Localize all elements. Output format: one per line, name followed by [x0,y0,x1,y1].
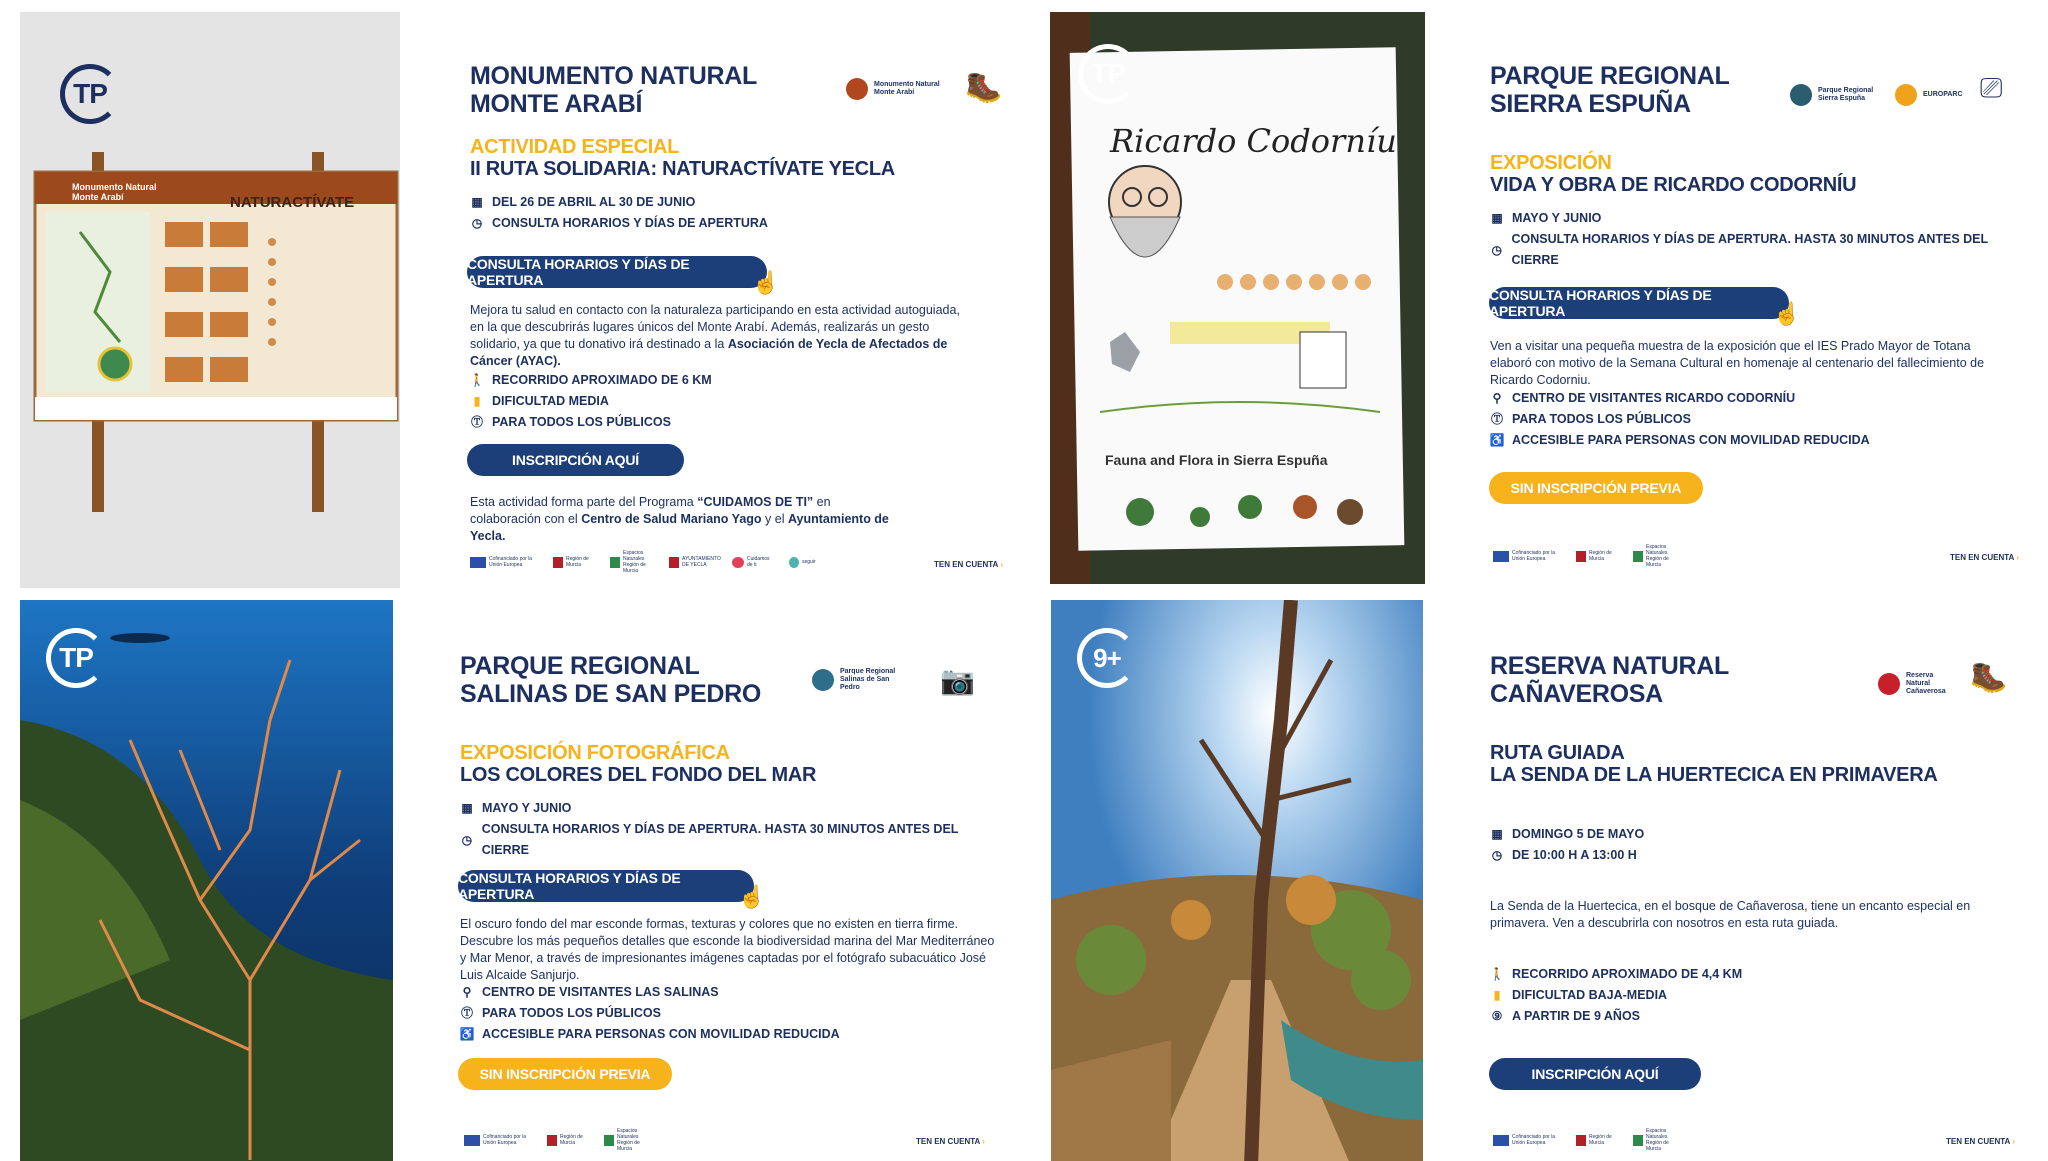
sign-photo [20,12,400,588]
cuidamos-logo: Cuidamos de ti [732,554,775,570]
card-subtitle: LOS COLORES DEL FONDO DEL MAR [460,764,817,786]
salinas-logo-icon [812,669,834,691]
europarc-logo [1895,84,1967,106]
poster-photo [1050,12,1425,584]
chevron-right-icon: › [2012,1137,2015,1146]
footer-logos [1493,544,1678,568]
footer-logos [464,1128,649,1152]
difficulty-icon: ▮ [473,394,481,408]
ten-en-cuenta-link[interactable]: TEN EN CUENTA › [934,560,1003,569]
note-text: en colaboración con el [470,495,831,526]
logo-text: Parque Regional Sierra Espuña [1818,87,1874,102]
note-text: y el [761,512,788,526]
espacios-naturales-logo: Espacios Naturales Región de Murcia [604,1132,649,1148]
note-council: Ayuntamiento de Yecla. [470,512,889,543]
date-text: MAYO Y JUNIO [1512,211,1602,225]
feature-age [1490,1006,1742,1027]
title-line-1: PARQUE REGIONAL [1490,62,1730,90]
feature-text: DIFICULTAD BAJA-MEDIA [1512,988,1668,1002]
logo-text: Monumento Natural Monte Arabí [874,81,940,96]
feature-text: RECORRIDO APROXIMADO DE 6 KM [492,373,712,387]
sign-header [72,182,157,202]
murcia-logo: Región de Murcia [1576,1132,1619,1148]
description-highlight: Asociación de Yecla de Afectados de Cáncer (AYAC). [470,337,948,368]
yecla-logo: AYUNTAMIENTO DE YECLA [669,554,718,570]
subtitle-line-2: LA SENDA DE LA HUERTECICA EN PRIMAVERA [1490,764,1938,786]
walking-icon: 🚶 [469,373,485,387]
salinas-logo [812,668,910,692]
feature-text: RECORRIDO APROXIMADO DE 4,4 KM [1512,967,1743,981]
chevron-right-icon: › [982,1137,985,1146]
description: Ven a visitar una pequeña muestra de la exposición que el IES Prado Mayor de Totana elaboró con motivo de la Semana Cultural en homenaje al centenario del fallecimiento de Ricardo Codorniu. [1490,339,1985,387]
sierra-espuna-logo [1790,84,1874,106]
chevron-right-icon: › [2016,553,2019,562]
feature-audience [1490,409,1870,430]
canaverosa-logo [1878,672,1954,696]
location-icon: ⚲ [1492,391,1502,405]
murcia-logo: Región de Murcia [553,554,596,570]
schedule-button[interactable]: CONSULTA HORARIOS Y DÍAS DE APERTURA [458,870,754,902]
card-kicker: EXPOSICIÓN FOTOGRÁFICA [460,742,730,764]
location-icon: ⚲ [462,985,472,999]
sign-header-line1: Monumento Natural [72,182,157,192]
chevron-right-icon: › [1000,560,1003,569]
feature-audience [460,1003,840,1024]
schedule-text: CONSULTA HORARIOS Y DÍAS DE APERTURA. HASTA 30 MINUTOS ANTES DEL CIERRE [481,822,959,857]
seguir-logo: seguir [789,554,822,570]
murcia-logo: Región de Murcia [547,1132,590,1148]
date-text: DEL 26 DE ABRIL AL 30 DE JUNIO [492,195,696,209]
schedule-text: DE 10:00 H A 13:00 H [1512,848,1637,862]
europarc-logo-icon [1895,84,1917,106]
feature-text: ACCESIBLE PARA PERSONAS CON MOVILIDAD REDUCIDA [482,1027,840,1041]
program-note [470,494,890,545]
logo-text: Parque Regional Salinas de San Pedro [840,668,896,691]
schedule-button[interactable]: CONSULTA HORARIOS Y DÍAS DE APERTURA [1489,287,1789,319]
date-row [470,192,1010,213]
description: El oscuro fondo del mar esconde formas, texturas y colores que no existen en tierra firme. Descubre los más pequeños detalles que esconde la biodiversidad marina del Mar Mediterráneo y Mar Menor, a través de impresionantes imágenes captadas por el fotógrafo subacuático José Luis Alcaide Sanjurjo. [460,917,995,982]
date-row [1490,824,2020,845]
tp-badge: TP [1078,44,1138,104]
description: La Senda de la Huertecica, en el bosque de Cañaverosa, tiene un encanto especial en primavera. Ven a descubrirla con nosotros en esta ruta guiada. [1490,899,1971,930]
feature-location [1490,388,1870,409]
tp-badge: TP [60,64,120,124]
register-button[interactable]: INSCRIPCIÓN AQUÍ [1489,1058,1701,1090]
footer-logos [1493,1128,1678,1152]
calendar-icon: ▦ [1491,827,1503,841]
card-subtitle [1490,742,2020,786]
title-line-2: MONTE ARABÍ [470,90,643,118]
feature-text: CENTRO DE VISITANTES RICARDO CODORNÍU [1512,391,1796,405]
eu-logo: Cofinanciado por la Unión Europea [464,1132,533,1148]
card-subtitle: VIDA Y OBRA DE RICARDO CODORNÍU [1490,174,1857,196]
tp-icon: Ⓣ [460,1006,473,1020]
card-kicker: EXPOSICIÓN [1490,152,1612,174]
age-icon: ⑨ [1491,1009,1503,1023]
schedule-row [1490,845,2020,866]
schedule-button[interactable]: CONSULTA HORARIOS Y DÍAS DE APERTURA [467,256,767,288]
ten-en-cuenta-link[interactable]: TEN EN CUENTA › [916,1137,985,1146]
feature-distance [1490,964,1742,985]
feature-location [460,982,840,1003]
espacios-naturales-logo: Espacios Naturales Región de Murcia [1633,1132,1678,1148]
feature-text: A PARTIR DE 9 AÑOS [1512,1009,1641,1023]
wheelchair-icon: ♿ [1489,433,1505,447]
feature-accessibility [1490,430,1870,451]
clock-icon: ◷ [1491,242,1502,257]
sign-title: NATURACTÍVATE [230,194,355,211]
date-text: DOMINGO 5 DE MAYO [1512,827,1645,841]
espacios-naturales-logo: Espacios Naturales Región de Murcia [610,554,655,570]
footer-logos [470,550,822,574]
card-sierra-espuna [1490,62,2020,582]
date-text: MAYO Y JUNIO [482,801,572,815]
age-badge: 9+ [1077,628,1137,688]
pointer-cursor-icon: ☝ [738,884,766,909]
feature-text: CENTRO DE VISITANTES LAS SALINAS [482,985,719,999]
tp-icon: Ⓣ [1490,412,1503,426]
ten-en-cuenta-link[interactable]: TEN EN CUENTA › [1946,1137,2015,1146]
ten-en-cuenta-link[interactable]: TEN EN CUENTA › [1950,553,2019,562]
feature-audience [470,412,712,433]
title-line-2: SIERRA ESPUÑA [1490,90,1691,118]
schedule-text: CONSULTA HORARIOS Y DÍAS DE APERTURA [492,216,768,230]
date-row [1490,208,2020,229]
murcia-logo: Región de Murcia [1576,548,1619,564]
date-row [460,798,1000,819]
forest-photo [1051,600,1423,1161]
register-button[interactable]: INSCRIPCIÓN AQUÍ [467,444,684,476]
feature-difficulty [1490,985,1742,1006]
feature-accessibility [460,1024,840,1045]
card-subtitle: II RUTA SOLIDARIA: NATURACTÍVATE YECLA [470,158,895,180]
feature-text: PARA TODOS LOS PÚBLICOS [492,415,671,429]
feature-text: DIFICULTAD MEDIA [492,394,609,408]
sign-header-line2: Monte Arabí [72,192,124,202]
no-registration-button[interactable]: SIN INSCRIPCIÓN PREVIA [1489,472,1703,504]
underwater-photo [20,600,393,1161]
schedule-text: CONSULTA HORARIOS Y DÍAS DE APERTURA. HASTA 30 MINUTOS ANTES DEL CIERRE [1511,232,1988,267]
schedule-row [1490,229,2020,271]
title-line-1: MONUMENTO NATURAL [470,62,758,90]
note-text: Esta actividad forma parte del Programa [470,495,698,509]
no-registration-button[interactable]: SIN INSCRIPCIÓN PREVIA [458,1058,672,1090]
title-line-2: CAÑAVEROSA [1490,680,1663,708]
pointer-cursor-icon: ☝ [752,270,780,295]
feature-distance [470,370,712,391]
card-title [460,652,1000,708]
eu-logo: Cofinanciado por la Unión Europea [1493,1132,1562,1148]
card-kicker: ACTIVIDAD ESPECIAL [470,136,680,158]
eu-logo: Cofinanciado por la Unión Europea [1493,548,1562,564]
clock-icon: ◷ [461,832,473,847]
description [470,302,975,370]
presentation-icon: ⎚ [1980,72,2003,103]
poster-name: Ricardo Codorníu [1110,122,1397,160]
espacios-naturales-logo: Espacios Naturales Región de Murcia [1633,548,1678,564]
wheelchair-icon: ♿ [459,1027,475,1041]
schedule-row [470,213,1010,234]
note-program: “CUIDAMOS DE TI” [697,495,814,509]
calendar-icon: ▦ [1491,211,1503,225]
poster-caption: Fauna and Flora in Sierra Espuña [1105,452,1328,468]
feature-text: PARA TODOS LOS PÚBLICOS [482,1006,661,1020]
calendar-icon: ▦ [471,195,483,209]
monte-arabi-logo [846,78,944,100]
monte-arabi-logo-icon [846,78,868,100]
subtitle-line-1: RUTA GUIADA [1490,742,1625,764]
schedule-row [460,819,1000,861]
canaverosa-logo-icon [1878,673,1900,695]
title-line-1: RESERVA NATURAL [1490,652,1730,680]
description-text: Mejora tu salud en contacto con la naturaleza participando en esta actividad autoguiada, en la que descubrirás lugares únicos del Monte Arabí. Además, realizarás un gesto solidario, ya que tu donativo irá destinado a la [470,303,960,351]
difficulty-icon: ▮ [1493,988,1501,1002]
title-line-1: PARQUE REGIONAL [460,652,700,680]
logo-text: Reserva Natural Cañaverosa [1906,672,1946,695]
walking-icon: 🚶 [1489,967,1505,981]
hiker-icon: 🥾 [965,71,1003,104]
eu-logo: Cofinanciado por la Unión Europea [470,554,539,570]
clock-icon: ◷ [471,216,483,230]
card-monte-arabi [470,62,1010,582]
title-line-2: SALINAS DE SAN PEDRO [460,680,761,708]
tp-icon: Ⓣ [470,415,483,429]
hiker-icon: 🥾 [1970,661,2008,694]
logo-text: EUROPARC [1923,91,1963,98]
feature-text: ACCESIBLE PARA PERSONAS CON MOVILIDAD REDUCIDA [1512,433,1870,447]
sierra-espuna-logo-icon [1790,84,1812,106]
pointer-cursor-icon: ☝ [1773,301,1801,326]
note-health-center: Centro de Salud Mariano Yago [581,512,762,526]
calendar-icon: ▦ [461,801,473,815]
clock-icon: ◷ [1491,848,1503,862]
tp-badge: TP [46,628,106,688]
feature-difficulty [470,391,712,412]
feature-text: PARA TODOS LOS PÚBLICOS [1512,412,1691,426]
camera-icon: 📷 [940,665,975,696]
